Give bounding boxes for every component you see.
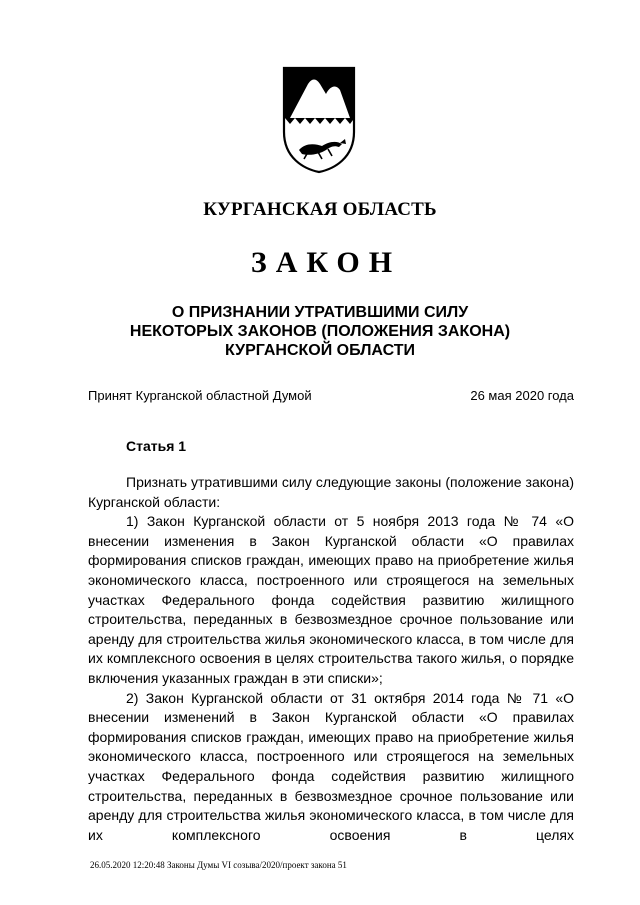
document-type: ЗАКОН (250, 246, 402, 279)
law-title-line: КУРГАНСКОЙ ОБЛАСТИ (224, 342, 416, 359)
adopted-by-text: Принят Курганской областной Думой (88, 388, 312, 403)
coat-of-arms-emblem-icon (282, 66, 356, 174)
adoption-date: 26 мая 2020 года (470, 388, 574, 403)
region-name: КУРГАНСКАЯ ОБЛАСТЬ (203, 199, 437, 220)
law-title (0, 303, 640, 360)
law-title-line: НЕКОТОРЫХ ЗАКОНОВ (ПОЛОЖЕНИЯ ЗАКОНА) (129, 323, 511, 340)
document-footer: 26.05.2020 12:20:48 Законы Думы VI созыва/2020/проект закона 51 (90, 860, 347, 870)
article-heading: Статья 1 (126, 438, 187, 454)
article-body (88, 473, 574, 845)
article-paragraph: 2) Закон Курганской области от 31 октября 2014 года № 71 «О внесении изменений в Закон Курганской области «О правилах формирования списков граждан, имеющих право на приобретение жилья экономического класса, построенного или строящегося на земельных участках Федерального фонда содействия развитию жилищного строительства, переданных в безвозмездное срочное пользование или аренду для строительства жилья экономического класса, в том числе для их комплексного освоения в целях (88, 689, 574, 843)
article-paragraph: 1) Закон Курганской области от 5 ноября 2013 года № 74 «О внесении изменения в Закон Курганской области «О правилах формирования списков граждан, имеющих право на приобретение жилья экономического класса, построенного или строящегося на земельных участках Федерального фонда содействия развитию жилищного строительства, переданных в безвозмездное срочное пользование или аренду для строительства жилья экономического класса, в том числе для их комплексного освоения в целях строительства такого жилья, о порядке включения указанных граждан в эти списки»; (88, 513, 574, 686)
article-paragraph: Признать утратившими силу следующие законы (положение закона) Курганской области: (88, 474, 574, 510)
law-title-line: О ПРИЗНАНИИ УТРАТИВШИМИ СИЛУ (171, 304, 469, 321)
